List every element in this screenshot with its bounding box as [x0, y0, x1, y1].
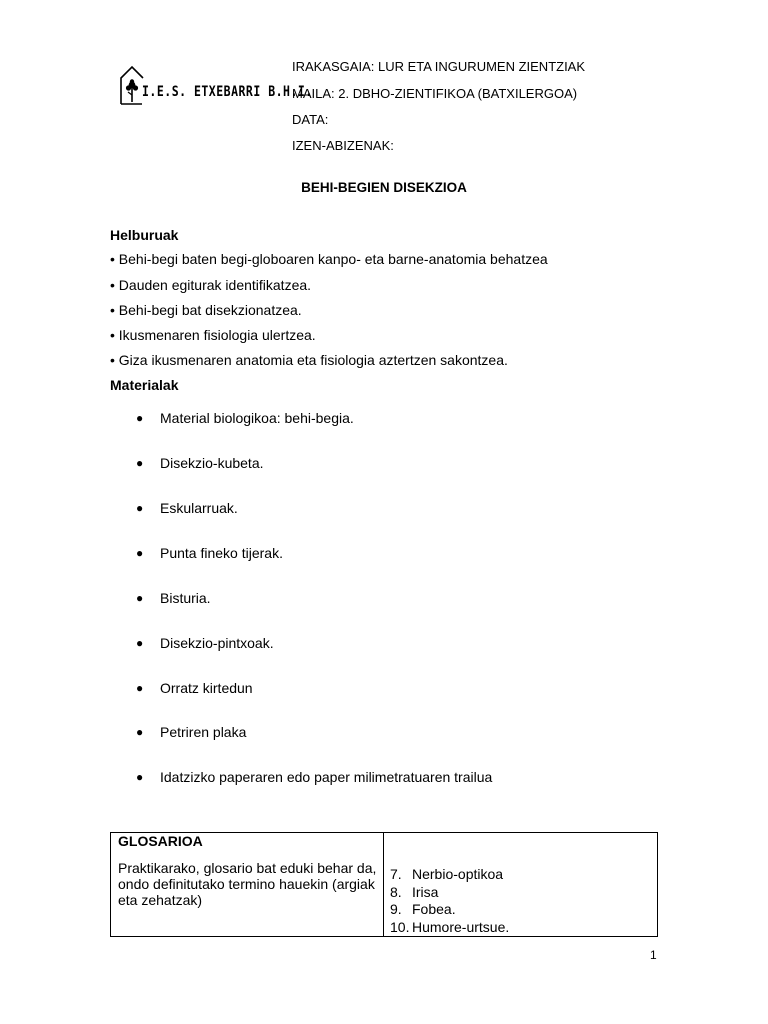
school-logo-text: I.E.S. ETXEBARRI B.H.I. — [142, 82, 313, 100]
objective-item: • Ikusmenaren fisiologia ulertzea. — [110, 327, 316, 343]
bullet-icon: ● — [136, 411, 144, 425]
glossary-item-number: 7. — [390, 866, 402, 882]
objective-item: • Giza ikusmenaren anatomia eta fisiologia aztertzen sakontzea. — [110, 352, 508, 368]
material-item: Punta fineko tijerak. — [160, 545, 283, 561]
glossary-item-text: Nerbio-optikoa — [412, 866, 504, 882]
bullet-icon: ● — [136, 636, 144, 650]
glossary-description: Praktikarako, glosario bat eduki behar da, ondo definitutako termino hauekin (argiak eta zehatzak) — [118, 860, 377, 908]
materials-heading: Materialak — [110, 377, 179, 393]
name-line: IZEN-ABIZENAK: — [292, 138, 394, 153]
bullet-icon: ● — [136, 456, 144, 470]
bullet-icon: ● — [136, 591, 144, 605]
material-item: Disekzio-kubeta. — [160, 455, 264, 471]
material-item: Material biologikoa: behi-begia. — [160, 410, 354, 426]
bullet-icon: ● — [136, 770, 144, 784]
bullet-icon: ● — [136, 681, 144, 695]
material-item: Bisturia. — [160, 590, 211, 606]
glossary-list — [390, 866, 657, 936]
material-item: Disekzio-pintxoak. — [160, 635, 274, 651]
material-item: Idatzizko paperaren edo paper milimetratuaren trailua — [160, 769, 493, 785]
glossary-item-text: Irisa — [412, 883, 439, 900]
material-item: Orratz kirtedun — [160, 680, 253, 696]
subject-line: IRAKASGAIA: LUR ETA INGURUMEN ZIENTZIAK — [292, 59, 586, 74]
date-line: DATA: — [292, 112, 329, 127]
material-item: Petriren plaka — [160, 724, 247, 740]
page-number: 1 — [650, 948, 657, 962]
glossary-right-cell — [384, 833, 658, 937]
glossary-table — [110, 832, 658, 937]
glossary-item — [390, 884, 657, 902]
glossary-item-number: 10. — [390, 918, 410, 935]
glossary-item-number: 8. — [390, 883, 402, 900]
glossary-left-cell — [111, 833, 384, 937]
document-title: BEHI-BEGIEN DISEKZIOA — [301, 180, 467, 195]
glossary-item-number: 9. — [390, 901, 402, 917]
objective-item: • Behi-begi bat disekzionatzea. — [110, 302, 302, 318]
bullet-icon: ● — [136, 725, 144, 739]
bullet-icon: ● — [136, 546, 144, 560]
glossary-item-text: Fobea. — [412, 901, 456, 917]
bullet-icon: ● — [136, 501, 144, 515]
material-item: Eskularruak. — [160, 500, 238, 516]
glossary-item — [390, 866, 657, 884]
objective-item: • Dauden egiturak identifikatzea. — [110, 277, 312, 293]
glossary-item — [390, 919, 657, 937]
school-logo — [118, 64, 313, 108]
glossary-item — [390, 901, 657, 919]
glossary-item-text: Humore-urtsue. — [412, 918, 510, 935]
glossary-title: GLOSARIOA — [118, 833, 203, 849]
objective-item: • Behi-begi baten begi-globoaren kanpo- eta barne-anatomia behatzea — [110, 251, 548, 267]
objectives-heading: Helburuak — [110, 227, 179, 243]
level-line: MAILA: 2. DBHO-ZIENTIFIKOA (BATXILERGOA) — [292, 86, 578, 101]
